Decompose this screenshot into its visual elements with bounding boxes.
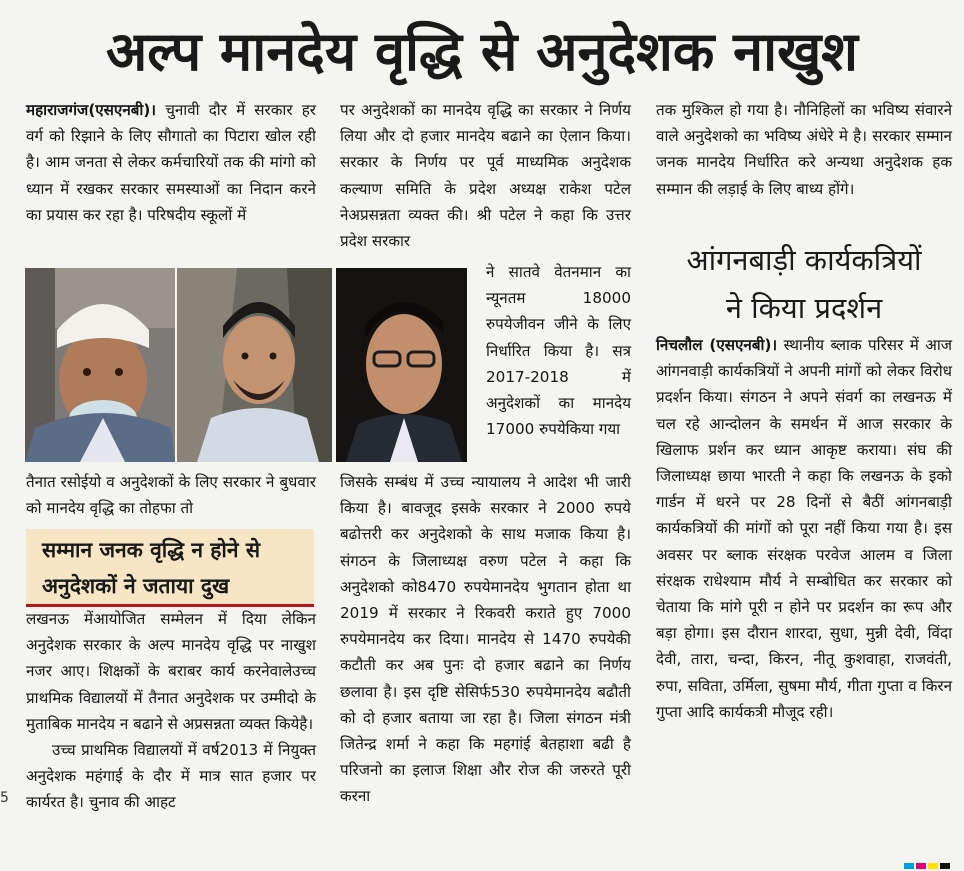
article-text: चुनावी दौर में सरकार हर वर्ग को रिझाने के लिए सौगातो का पिटारा खोल रही है। आम जनता से लेकर कर्मचारियों तक की मांगो को ध्यान में रखकर सरकार समस्याओं का निदान करने का प्रयास कर रहा है। परिषदीय स्कूलों में xyxy=(26,101,316,224)
column-2-bottom xyxy=(340,469,631,810)
article-paragraph: लखनऊ मेंआयोजित सम्मेलन में दिया लेकिन अनुदेशक सरकार के अल्प मानदेय वृद्धि पर नाखुश नजर आए। शिक्षकों के बराबर कार्य करनेवालेउच्च प्राथमिक विद्यालयों में तैनात अनुदेशक पर उम्मीदो के मुताबिक मानदेय न बढाने से अप्रसन्नता व्यक्त कियेहै। xyxy=(26,610,316,733)
article-text: जिसके सम्बंध में उच्च न्यायालय ने आदेश भी जारी किया है। बावजूद इसके सरकार ने 2000 रुपये बढोत्तरी कर अनुदेशको के साथ मजाक किया है। संगठन के जिलाध्यक्ष वरुण पटेल ने कहा कि अनुदेशको को8470 रुपयेमानदेय भुगतान होता था 2019 में सरकार ने रिकवरी कराते हुए 7000 रुपयेमानदेय कर दिया। मानदेय से 1470 रुपयेकी कटौती कर अब पुनः दो हजार बढाने का निर्णय छलावा है। इस दृष्टि सेसिर्फ530 रुपयेमानदेय बढौती को दो हजार बताया जा रहा है। जिला संगठन मंत्री जितेन्द्र शर्मा ने कहा कि महगांई बेतहाशा बढी है परिजनो का इलाज शिक्षा और रोज की जरुरते पूरी करना xyxy=(340,473,631,806)
headline: अल्प मानदेय वृद्धि से अनुदेशक नाखुश xyxy=(106,20,858,83)
side-headline-line-1: आंगनबाड़ी कार्यकत्रियों xyxy=(686,243,922,277)
dateline: महाराजगंज(एसएनबी)। xyxy=(26,101,157,119)
column-1-after-photos xyxy=(26,469,316,521)
article-paragraph: उच्च प्राथमिक विद्यालयों में वर्ष2013 में नियुक्त अनुदेशक महंगाई के दौर में मात्र सात हजार पर कार्यरत है। चुनाव की आहट xyxy=(26,741,316,812)
man-portrait-photo xyxy=(177,268,332,462)
registration-mark-black xyxy=(940,863,950,869)
column-1-top xyxy=(26,97,316,228)
article-text: ने सातवे वेतनमान का न्यूनतम 18000 रुपयेजीवन जीने के लिए निर्धारित किया है। सत्र 2017-2018 में अनुदेशकों का मानदेय 17000 रुपयेकिया गया xyxy=(486,263,631,439)
column-3-top xyxy=(656,97,952,202)
registration-mark-magenta xyxy=(916,863,926,869)
man-with-glasses-photo xyxy=(336,268,467,462)
subheading-line-2: अनुदेशकों ने जताया दुख xyxy=(42,574,230,598)
column-1-bottom xyxy=(26,606,316,816)
registration-mark-cyan xyxy=(904,863,914,869)
registration-mark-yellow xyxy=(928,863,938,869)
article-text: पर अनुदेशकों का मानदेय वृद्धि का सरकार ने निर्णय लिया और दो हजार मानदेय बढाने का ऐलान किया। सरकार के निर्णय पर पूर्व माध्यमिक अनुदेशक कल्याण समिति के प्रदेश अध्यक्ष राकेश पटेल नेअप्रसन्नता व्यक्त की। श्री पटेल ने कहा कि उत्तर प्रदेश सरकार xyxy=(340,101,631,251)
article-text: तैनात रसोईयो व अनुदेशकों के लिए सरकार ने बुधवार को मानदेय वृद्धि का तोहफा तो xyxy=(26,473,316,518)
article-text: स्थानीय ब्लाक परिसर में आज आंगनवाड़ी कार्यकत्रियों ने अपनी मांगों को लेकर विरोध प्रदर्शन किया। संगठन ने अपने संवर्ग का लखनऊ में चल रहे आन्दोलन के समर्थन में आज सरकार के खिलाफ प्रर्शन कर ध्यान आकृष्ट कराया। संघ की जिलाध्यक्ष छाया भारती ने कहा कि लखनऊ के इको गार्डन में धरने पर 28 दिनों से बैठीं आंगनबाड़ी कार्यकत्रियों की मांगों को पूरा नहीं किया गया है। इस अवसर पर ब्लाक संरक्षक परवेज आलम व जिला संरक्षक राधेश्याम मौर्य ने सम्बोधित कर सरकार को चेताया कि मांगे पूरी न होने पर प्रदर्शन का रूप और बड़ा होगा। इस दौरान शारदा, सुधा, मुन्नी देवी, विंदा देवी, तारा, चन्दा, किरन, नीतू कुशवाहा, राजवंती, रुपा, सविता, उर्मिला, सुषमा मौर्य, गीता गुप्ता व किरन गुप्ता आदि कार्यकत्री मौजूद रही। xyxy=(656,336,953,721)
man-with-head-bandage-photo xyxy=(25,268,175,462)
page-number: 5 xyxy=(0,790,9,806)
side-headline-line-2: ने किया प्रदर्शन xyxy=(725,291,883,325)
subheading-line-1: सम्मान जनक वृद्धि न होने से xyxy=(42,538,261,562)
article-text: तक मुश्किल हो गया है। नौनिहिलों का भविष्य संवारने वाले अनुदेशको का भविष्य अंधेरे मे है। सरकार सम्मान जनक मानदेय निर्धारित करे अन्यथा अनुदेशक हक सम्मान की लड़ाई के लिए बाध्य होंगे। xyxy=(656,101,952,198)
subheading-box xyxy=(26,529,314,607)
column-3-bottom xyxy=(656,332,952,725)
column-2-top xyxy=(340,97,631,254)
column-2-narrow xyxy=(486,259,631,442)
dateline: निचलौल (एसएनबी)। xyxy=(656,336,778,354)
side-headline xyxy=(654,236,954,332)
